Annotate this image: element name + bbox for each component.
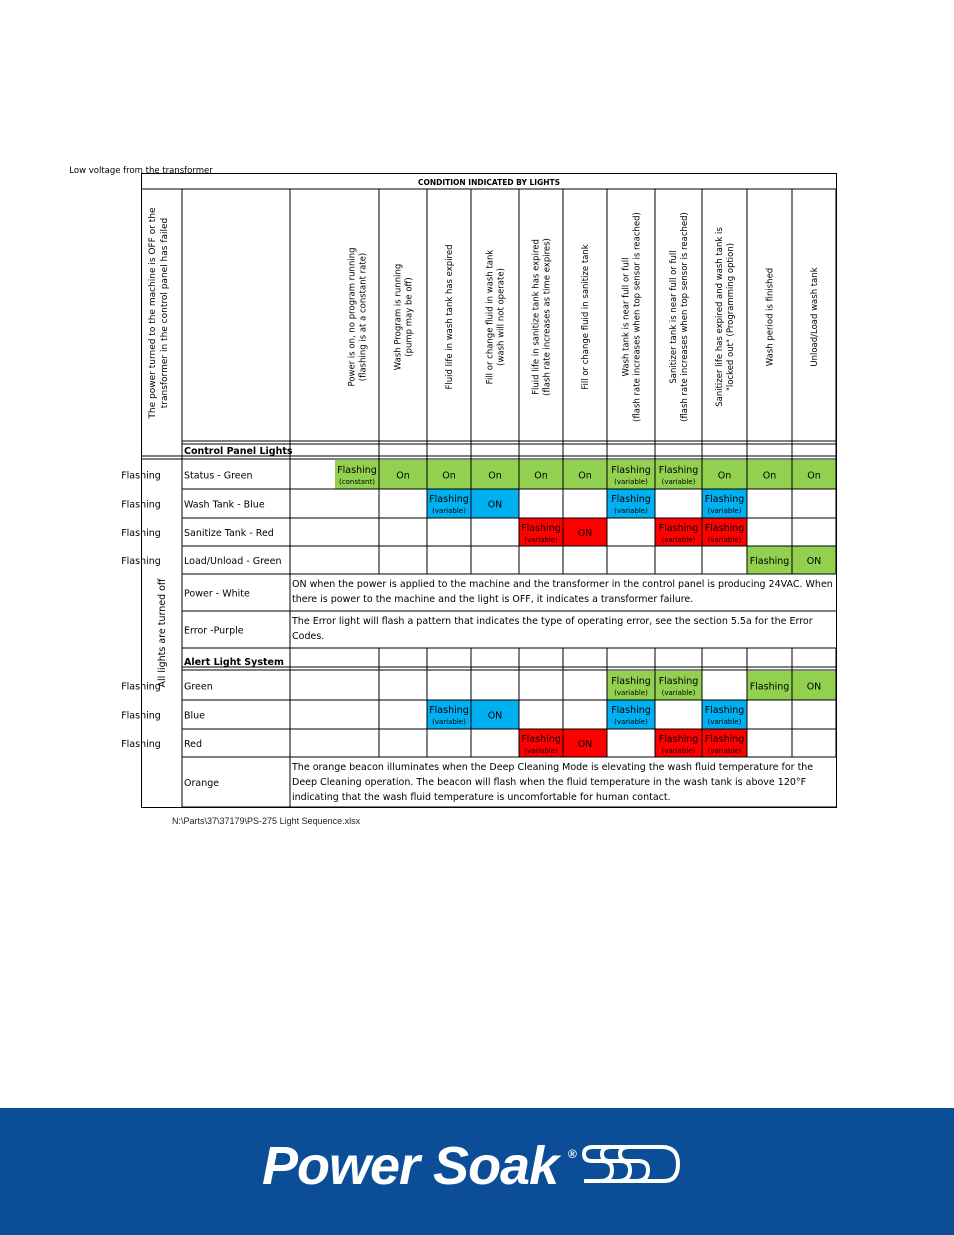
column-header: Wash period is finished (765, 267, 776, 367)
row-note: indicating that the wash fluid temperature is uncomfortable for human contact. (292, 792, 671, 803)
light-sequence-table (69, 166, 837, 808)
row-label: Wash Tank - Blue (184, 499, 265, 511)
column-header: Power is on, no program running (347, 247, 358, 387)
row-label: Error -Purple (184, 625, 244, 637)
status-text: Flashing (337, 465, 377, 476)
status-subtext: (variable) (707, 507, 742, 515)
column-header: "locked out" (Programming option) (726, 242, 736, 392)
row-label: Load/Unload - Green (184, 556, 282, 567)
status-text: ON (577, 739, 593, 750)
status-text: Flashing (704, 523, 745, 534)
column-header: (flash rate increases when top sensor is reached) (680, 212, 690, 422)
status-subtext: (variable) (524, 747, 558, 755)
status-text: Flashing (704, 734, 745, 745)
status-text: ON (806, 556, 822, 567)
row-note: Deep Cleaning operation. The beacon will flash when the fluid temperature in the wash tank is above 120°F (292, 777, 807, 788)
status-subtext: (constant) (339, 478, 375, 486)
waves-icon (584, 1147, 678, 1181)
row-label: Green (184, 681, 213, 693)
status-text: On (396, 470, 410, 482)
status-text: Flashing (611, 465, 651, 476)
status-text: Flashing (749, 681, 790, 693)
status-subtext: (variable) (707, 718, 742, 726)
status-subtext: (variable) (524, 536, 558, 544)
status-text: Flashing (704, 494, 745, 505)
status-text: Flashing (658, 465, 699, 476)
status-subtext: (variable) (661, 747, 696, 755)
column-header: (flash rate increases as time expires) (542, 238, 553, 396)
all-lights-off-label: All lights are turned off (157, 578, 168, 688)
svg-text:Power Soak: Power Soak (262, 1136, 559, 1196)
column-header: Sanitizer tank is near full or full (669, 250, 679, 384)
row-note: ON when the power is applied to the machine and the transformer in the control panel is producing 24VAC. When (292, 579, 833, 590)
status-text: Flashing (658, 676, 699, 687)
row-label: Red (184, 739, 203, 750)
row-label: Sanitize Tank - Red (184, 528, 274, 539)
status-subtext: (variable) (661, 536, 696, 544)
status-text: ON (487, 710, 503, 722)
column-header: (wash will not operate) (496, 268, 507, 366)
section-alert-light: Alert Light System (184, 657, 284, 668)
column-header: Low voltage from the transformer (69, 166, 213, 176)
row-label: Blue (184, 710, 206, 722)
power-off-note: The power turned to the machine is OFF or the (148, 207, 158, 419)
status-text: Flashing (749, 556, 790, 567)
status-subtext: (variable) (614, 507, 648, 515)
status-text: Flashing (429, 494, 469, 505)
status-text: Flashing (611, 676, 651, 687)
status-text: Flashing (611, 705, 651, 716)
status-subtext: (variable) (661, 689, 696, 697)
row-label: Status - Green (184, 470, 253, 482)
row-label: Power - White (184, 588, 250, 600)
status-text: On (807, 470, 821, 482)
status-text: ON (806, 681, 822, 693)
column-header: Fluid life in sanitize tank has expired (531, 239, 542, 395)
power-off-note: transformer in the control panel has failed (160, 217, 170, 409)
status-subtext: (variable) (707, 747, 742, 755)
column-header: Sanitizer life has expired and wash tank is (715, 227, 725, 407)
status-text: ON (577, 528, 593, 539)
row-note: The orange beacon illuminates when the Deep Cleaning Mode is elevating the wash fluid temperature for the (292, 762, 814, 773)
status-text: Flashing (704, 705, 745, 716)
status-text: On (578, 470, 592, 482)
status-text: Flashing (521, 523, 561, 534)
status-text: On (534, 470, 548, 482)
status-subtext: (variable) (614, 478, 648, 486)
row-label: Orange (184, 778, 220, 789)
column-header: Unload/Load wash tank (810, 267, 820, 367)
status-text: Flashing (121, 556, 161, 567)
row-note: there is power to the machine and the light is OFF, it indicates a transformer failure. (292, 594, 694, 605)
status-text: Flashing (658, 734, 699, 745)
status-subtext: (variable) (432, 718, 466, 726)
svg-text:®: ® (568, 1147, 577, 1161)
column-header: Fill or change fluid in sanitize tank (581, 244, 591, 390)
column-header: (flashing is at a constant rate) (358, 252, 369, 382)
status-text: On (442, 470, 456, 482)
status-text: Flashing (121, 681, 161, 693)
status-text: Flashing (611, 494, 651, 505)
status-subtext: (variable) (432, 507, 466, 515)
row-note: Codes. (292, 631, 325, 642)
status-subtext: (variable) (614, 718, 648, 726)
status-text: ON (487, 499, 503, 511)
column-header: Wash tank is near full or full (621, 257, 632, 377)
row-note: The Error light will flash a pattern that indicates the type of operating error, see the section 5.5a for the Error (292, 616, 813, 627)
status-text: On (717, 470, 732, 482)
column-header: Fluid life in wash tank has expired (445, 244, 455, 390)
status-text: Flashing (521, 734, 561, 745)
column-header: (flash rate increases when top sensor is reached) (632, 212, 643, 422)
section-control-panel: Control Panel Lights (184, 446, 293, 457)
power-soak-logo (262, 1136, 692, 1201)
status-text: Flashing (121, 470, 161, 482)
status-text: On (762, 470, 777, 482)
status-text: On (488, 470, 502, 482)
column-header: (pump may be off) (404, 277, 415, 357)
status-subtext: (variable) (707, 536, 742, 544)
file-path: N:\Parts\37\37179\PS-275 Light Sequence.xlsx (172, 816, 361, 826)
table-title: CONDITION INDICATED BY LIGHTS (417, 178, 561, 187)
status-text: Flashing (121, 528, 161, 539)
column-header: Wash Program is running (393, 263, 404, 371)
status-subtext: (variable) (661, 478, 696, 486)
column-header: Fill or change fluid in wash tank (485, 249, 496, 385)
status-text: Flashing (121, 499, 161, 511)
status-text: Flashing (121, 710, 161, 722)
status-text: Flashing (429, 705, 469, 716)
status-subtext: (variable) (614, 689, 648, 697)
status-text: Flashing (658, 523, 699, 534)
status-text: Flashing (121, 739, 161, 750)
